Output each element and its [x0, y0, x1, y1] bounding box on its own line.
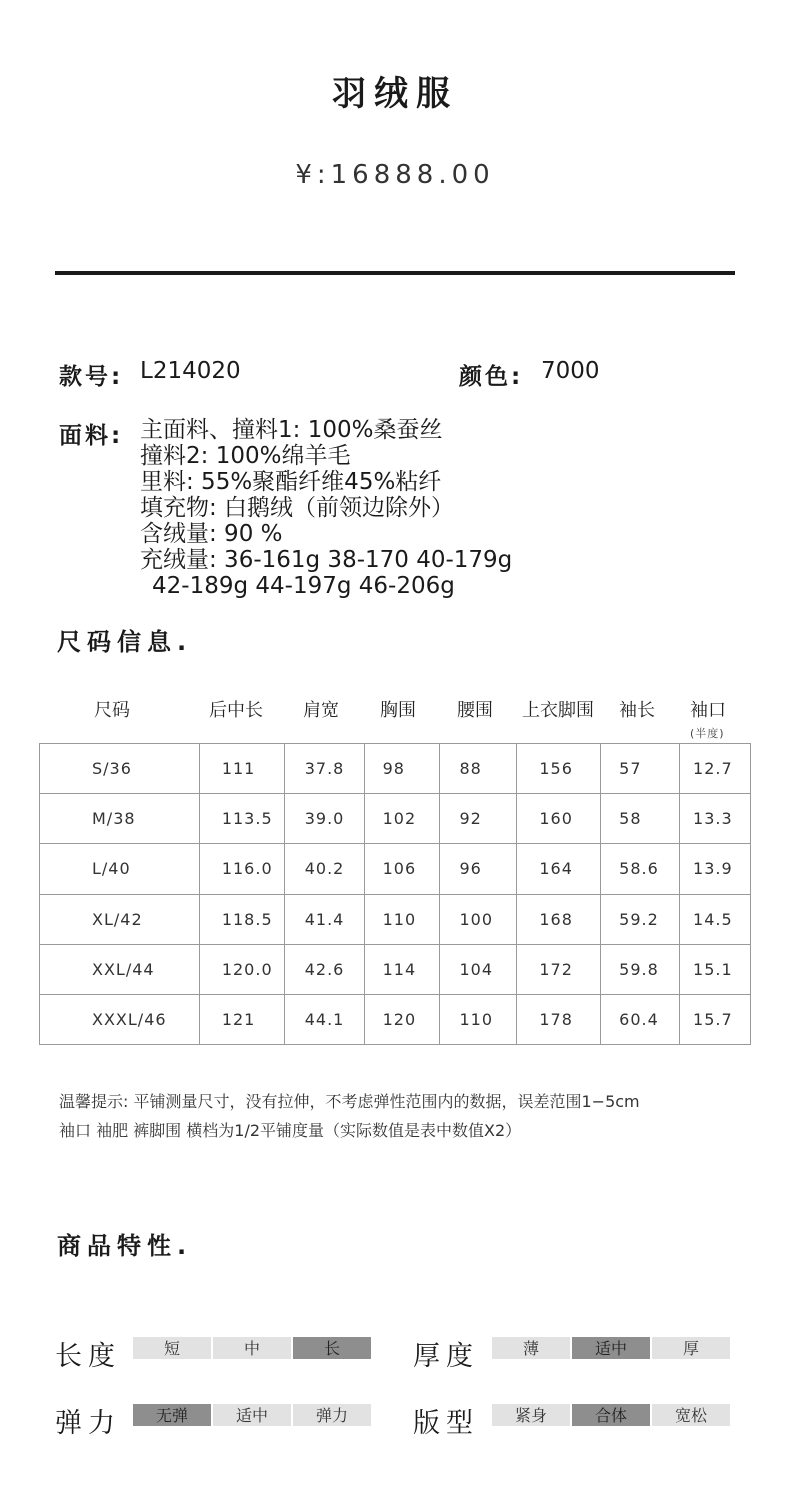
- feature-option: 适中: [572, 1337, 650, 1359]
- fabric-line: 里料: 55%聚酯纤维45%粘纤: [140, 469, 442, 495]
- header-divider: [55, 271, 735, 275]
- table-cell: 13.3: [680, 794, 751, 844]
- table-cell: 88: [440, 744, 517, 794]
- features-heading: 商品特性.: [57, 1232, 193, 1260]
- tip-line: 温馨提示: 平铺测量尺寸，没有拉伸，不考虑弹性范围内的数据，误差范围1−5cm: [59, 1092, 640, 1111]
- table-cell: 118.5: [199, 894, 284, 944]
- fabric-label: 面料:: [59, 423, 124, 449]
- table-cell: 156: [517, 744, 601, 794]
- table-cell: 114: [364, 944, 440, 994]
- feature-option: 薄: [492, 1337, 570, 1359]
- table-cell: 102: [364, 794, 440, 844]
- cuff-half-note: (半度): [690, 727, 725, 740]
- table-cell: 59.8: [601, 944, 680, 994]
- table-cell: 42.6: [284, 944, 364, 994]
- table-cell: 168: [517, 894, 601, 944]
- table-cell: 164: [517, 844, 601, 894]
- cuff-col-header: 袖口: [690, 700, 726, 721]
- table-cell: 41.4: [284, 894, 364, 944]
- fabric-line: 含绒量: 90 %: [140, 521, 283, 547]
- table-row: [40, 744, 751, 794]
- tip-line: 袖口 袖肥 裤脚围 横档为1/2平铺度量（实际数值是表中数值X2）: [59, 1121, 522, 1140]
- feature-option: 宽松: [652, 1404, 730, 1426]
- table-cell: XXL/44: [40, 944, 200, 994]
- style-number-label: 款号:: [59, 364, 124, 390]
- table-cell: 98: [364, 744, 440, 794]
- table-cell: L/40: [40, 844, 200, 894]
- fabric-line: 42-189g 44-197g 46-206g: [152, 573, 455, 599]
- table-cell: XL/42: [40, 894, 200, 944]
- table-cell: 57: [601, 744, 680, 794]
- feature-option: 厚: [652, 1337, 730, 1359]
- waist-col-header: 腰围: [457, 700, 493, 721]
- size-table: [39, 743, 751, 1045]
- table-cell: M/38: [40, 794, 200, 844]
- table-cell: 92: [440, 794, 517, 844]
- table-cell: 120: [364, 994, 440, 1044]
- table-row: [40, 794, 751, 844]
- table-cell: 111: [199, 744, 284, 794]
- table-cell: 15.7: [680, 994, 751, 1044]
- table-cell: 37.8: [284, 744, 364, 794]
- style-number-value: L214020: [140, 358, 241, 384]
- table-cell: S/36: [40, 744, 200, 794]
- fabric-line: 撞料2: 100%绵羊毛: [140, 443, 351, 469]
- product-title: 羽绒服: [332, 74, 458, 114]
- fabric-line: 填充物: 白鹅绒（前领边除外）: [140, 495, 455, 521]
- feature-option: 短: [133, 1337, 211, 1359]
- size-info-heading: 尺码信息.: [57, 628, 193, 656]
- product-price: ¥:16888.00: [295, 160, 495, 190]
- table-row: [40, 894, 751, 944]
- feature-label: 弹力: [55, 1408, 121, 1439]
- table-row: [40, 844, 751, 894]
- table-cell: 39.0: [284, 794, 364, 844]
- table-cell: 178: [517, 994, 601, 1044]
- feature-label: 厚度: [413, 1341, 479, 1372]
- feature-option: 中: [213, 1337, 291, 1359]
- table-row: [40, 994, 751, 1044]
- table-cell: XXXL/46: [40, 994, 200, 1044]
- size-col-header: 尺码: [94, 700, 130, 721]
- fabric-line: 充绒量: 36-161g 38-170 40-179g: [140, 547, 513, 573]
- table-cell: 40.2: [284, 844, 364, 894]
- feature-option: 适中: [213, 1404, 291, 1426]
- color-value: 7000: [541, 358, 600, 384]
- feature-option: 合体: [572, 1404, 650, 1426]
- fabric-details: [140, 417, 512, 599]
- table-cell: 58: [601, 794, 680, 844]
- feature-option: 紧身: [492, 1404, 570, 1426]
- table-cell: 100: [440, 894, 517, 944]
- table-cell: 172: [517, 944, 601, 994]
- measurement-tips: [59, 1087, 640, 1145]
- table-cell: 106: [364, 844, 440, 894]
- table-cell: 113.5: [199, 794, 284, 844]
- table-cell: 121: [199, 994, 284, 1044]
- table-cell: 116.0: [199, 844, 284, 894]
- table-cell: 12.7: [680, 744, 751, 794]
- feature-option: 弹力: [293, 1404, 371, 1426]
- table-cell: 44.1: [284, 994, 364, 1044]
- table-row: [40, 944, 751, 994]
- color-label: 颜色:: [459, 364, 524, 390]
- feature-option: 无弹: [133, 1404, 211, 1426]
- table-cell: 60.4: [601, 994, 680, 1044]
- length-col-header: 后中长: [209, 700, 263, 721]
- chest-col-header: 胸围: [380, 700, 416, 721]
- feature-option: 长: [293, 1337, 371, 1359]
- sleeve-col-header: 袖长: [619, 700, 655, 721]
- table-cell: 160: [517, 794, 601, 844]
- feature-label: 长度: [55, 1341, 121, 1372]
- table-cell: 58.6: [601, 844, 680, 894]
- table-cell: 96: [440, 844, 517, 894]
- hem-col-header: 上衣脚围: [522, 700, 594, 721]
- table-cell: 110: [440, 994, 517, 1044]
- fabric-line: 主面料、撞料1: 100%桑蚕丝: [140, 417, 443, 443]
- table-cell: 13.9: [680, 844, 751, 894]
- feature-label: 版型: [413, 1408, 479, 1439]
- table-cell: 120.0: [199, 944, 284, 994]
- shoulder-col-header: 肩宽: [303, 700, 339, 721]
- table-cell: 15.1: [680, 944, 751, 994]
- table-cell: 14.5: [680, 894, 751, 944]
- table-cell: 59.2: [601, 894, 680, 944]
- table-cell: 104: [440, 944, 517, 994]
- table-cell: 110: [364, 894, 440, 944]
